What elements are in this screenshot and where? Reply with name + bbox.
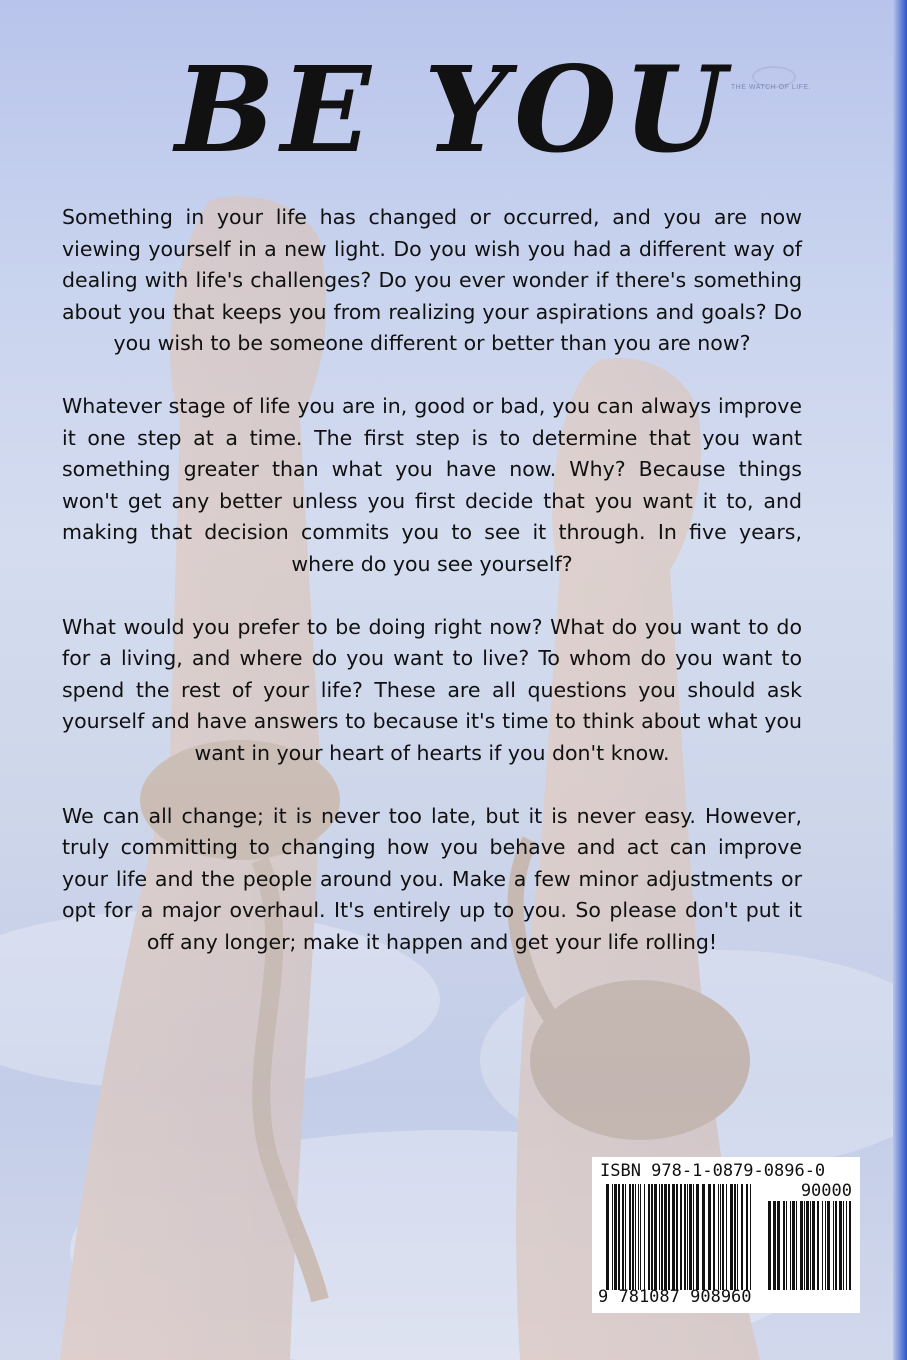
barcode-bar: [693, 1184, 694, 1290]
barcode-bar: [713, 1184, 715, 1290]
barcode-bar: [640, 1184, 641, 1290]
barcode-bar: [796, 1201, 797, 1290]
barcode-bar: [676, 1184, 678, 1290]
barcode-bar: [651, 1184, 653, 1290]
book-title: BE YOU: [175, 40, 732, 179]
barcode-bar: [614, 1184, 617, 1290]
barcode-bar: [661, 1184, 663, 1290]
barcode-bar: [833, 1201, 834, 1290]
barcode-bar: [612, 1184, 613, 1290]
barcode-bar: [806, 1201, 809, 1290]
barcode-bar: [708, 1184, 711, 1290]
barcode-bar: [822, 1201, 823, 1290]
barcode-bar: [696, 1184, 699, 1290]
barcode-bar: [726, 1184, 727, 1290]
blurb-paragraph-1: Something in your life has changed or occurred, and you are now viewing yourself in a new light. Do you wish you had a different way of dealing with life's challenges? Do you ever wonder if there's something about you that keeps you from realizing your aspirations and goals? Do you wish to be someone different or better than you are now?: [62, 205, 802, 356]
barcode-bar: [672, 1184, 675, 1290]
barcode-bar: [790, 1201, 791, 1290]
barcode-bar: [618, 1184, 620, 1290]
barcode-bar: [632, 1184, 634, 1290]
blurb-paragraph-2: Whatever stage of life you are in, good or bad, you can always improve it one step at a time. The first step is to determine that you want something greater than what you have now. Why? Because things won't get any better unless you first decide that you want it to, and making that decision commits you to see it through. In five years, where do you see yourself?: [62, 393, 802, 576]
barcode-bar: [737, 1184, 738, 1290]
barcode-bar: [659, 1184, 660, 1290]
barcode-bar: [843, 1201, 844, 1290]
barcode-bar: [622, 1184, 624, 1290]
barcode-bar: [625, 1184, 626, 1290]
barcode-bar: [668, 1184, 670, 1290]
barcode-bar: [702, 1184, 705, 1290]
barcode-bar: [786, 1201, 787, 1290]
barcode-bars: [606, 1184, 754, 1290]
barcode-bar: [746, 1184, 748, 1290]
barcode-bar: [846, 1201, 847, 1290]
barcode-bar: [720, 1184, 721, 1290]
barcode-bar: [812, 1201, 815, 1290]
barcode-bar: [810, 1201, 811, 1290]
barcode-bar: [687, 1184, 688, 1290]
barcode-bar: [635, 1184, 636, 1290]
publisher-watermark: THE WATCH OF LIFE.: [730, 84, 812, 91]
barcode-bar: [644, 1184, 645, 1290]
barcode-bar: [804, 1201, 805, 1290]
blurb-text: [62, 202, 802, 989]
blurb-paragraph-4: We can all change; it is never too late, but it is never easy. However, truly committing to changing how you behave and act can improve your life and the people around you. Make a few minor adjustments or opt for a major overhaul. It's entirely up to you. So please don't put it off any longer; make it happen and get your life rolling!: [62, 803, 802, 954]
barcode-bar: [680, 1184, 682, 1290]
barcode-bar: [606, 1184, 609, 1290]
barcode-bar: [684, 1184, 686, 1290]
barcode-bar: [648, 1184, 650, 1290]
barcode-bar: [792, 1201, 795, 1290]
barcode-bar: [827, 1201, 830, 1290]
barcode-addon-bars: [768, 1201, 852, 1290]
barcode-bar: [839, 1201, 842, 1290]
price-code: 90000: [800, 1181, 852, 1201]
barcode-bar: [629, 1184, 631, 1290]
isbn-barcode-box: [592, 1157, 860, 1313]
barcode-bar: [768, 1201, 771, 1290]
barcode-bar: [741, 1184, 743, 1290]
barcode-bar: [800, 1201, 803, 1290]
barcode-bar: [654, 1184, 657, 1290]
barcode-bar: [849, 1201, 851, 1290]
barcode-bar: [777, 1201, 780, 1290]
isbn-digits: 9 781087 908960: [598, 1287, 752, 1307]
barcode-bar: [835, 1201, 837, 1290]
barcode-bar: [722, 1184, 724, 1290]
barcode-bar: [773, 1201, 776, 1290]
barcode-bar: [750, 1184, 751, 1290]
barcode-bar: [689, 1184, 692, 1290]
barcode-bar: [825, 1201, 826, 1290]
barcode-bar: [730, 1184, 733, 1290]
barcode-bar: [638, 1184, 639, 1290]
barcode-bar: [734, 1184, 736, 1290]
barcode-bar: [718, 1184, 719, 1290]
isbn-label: ISBN 978-1-0879-0896-0: [600, 1161, 826, 1181]
barcode-bar: [817, 1201, 819, 1290]
barcode-bar: [783, 1201, 785, 1290]
barcode-bar: [664, 1184, 667, 1290]
blurb-paragraph-3: What would you prefer to be doing right now? What do you want to do for a living, and where do you want to live? To whom do you want to spend the rest of your life? These are all questions you should ask yourself and have answers to because it's time to think about what you want in your heart of hearts if you don't know.: [62, 614, 802, 765]
